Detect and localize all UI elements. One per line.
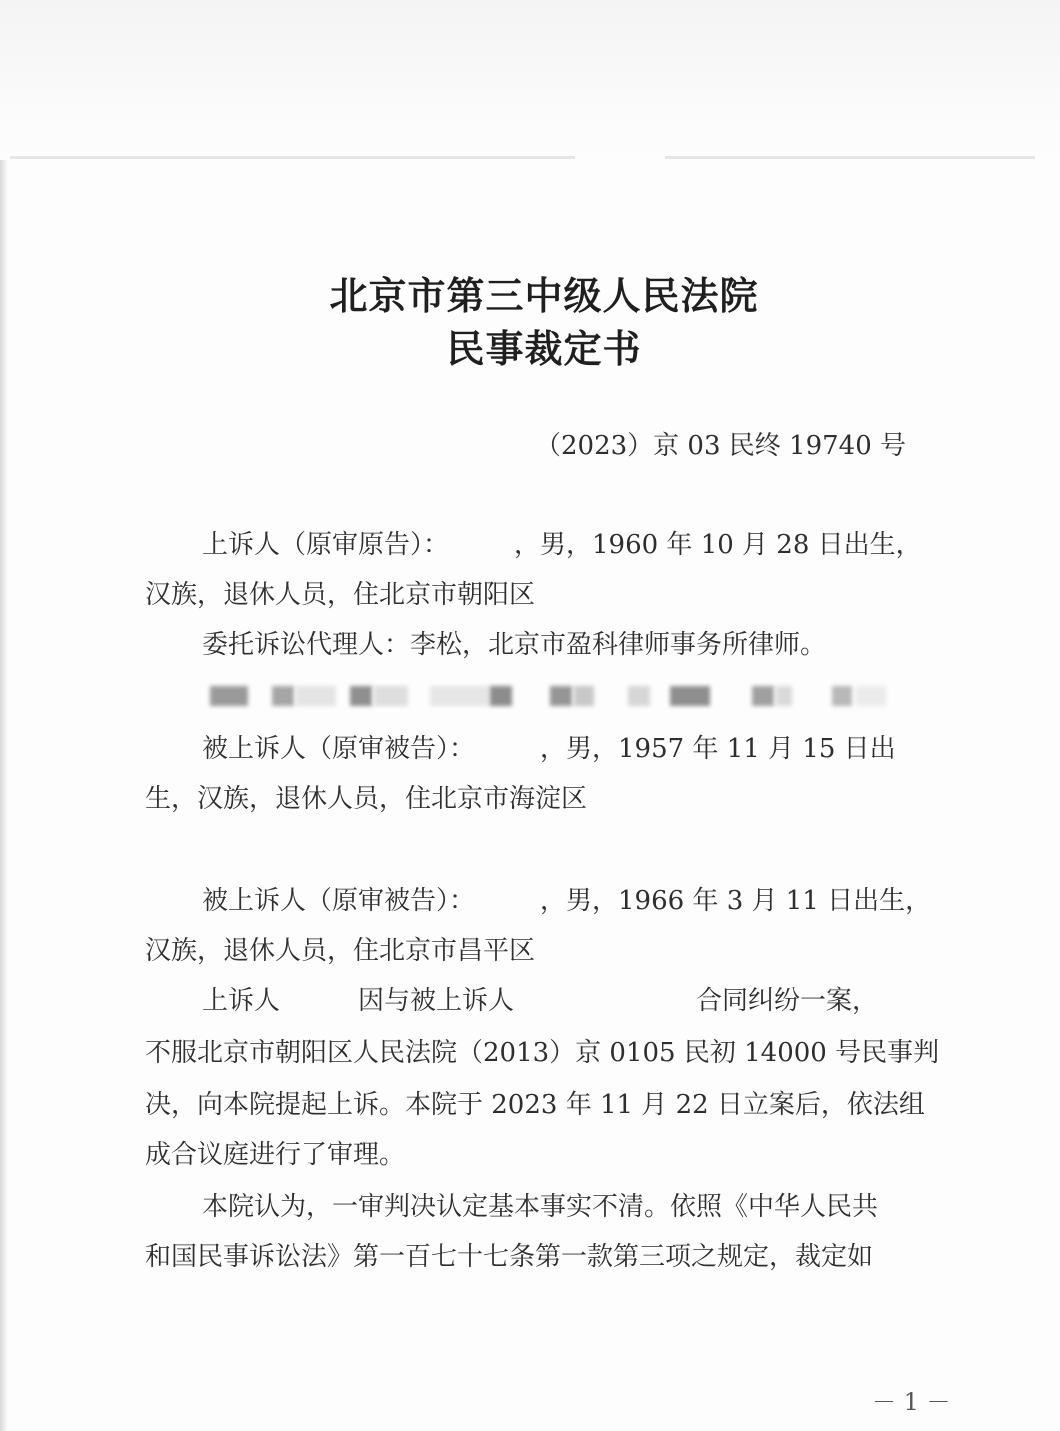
- redaction-block: [670, 686, 710, 706]
- body-line-ruling-2: 和国民事诉讼法》第一百七十七条第一款第三项之规定，裁定如: [145, 1242, 874, 1272]
- redaction-block: [210, 686, 248, 706]
- redaction-block: [752, 686, 774, 706]
- top-scan-band: [0, 0, 1060, 160]
- body-line-appellee2-1: 被上诉人（原审被告）： ，男，1966 年 3 月 11 日出生，: [202, 886, 932, 916]
- fold-line-left: [10, 156, 575, 159]
- page-edge-shadow: [0, 0, 8, 1431]
- redaction-block: [490, 686, 512, 706]
- redaction-block: [296, 686, 336, 706]
- body-line-case-1: 上诉人 因与被上诉人 合同纠纷一案，: [202, 986, 879, 1016]
- redaction-block: [550, 686, 572, 706]
- court-name: 北京市第三中级人民法院: [329, 273, 759, 318]
- body-line-appellee1-2: 生，汉族，退休人员，住北京市海淀区: [145, 784, 588, 814]
- body-line-agent: 委托诉讼代理人：李松，北京市盈科律师事务所律师。: [202, 630, 827, 660]
- redaction-block: [856, 686, 886, 706]
- body-line-appellee1-1: 被上诉人（原审被告）： ，男，1957 年 11 月 15 日出: [202, 734, 896, 764]
- body-line-appellant-2: 汉族，退休人员，住北京市朝阳区: [145, 580, 536, 610]
- page-number: － 1 －: [872, 1388, 951, 1416]
- body-line-appellant-1: 上诉人（原审原告）： ，男，1960 年 10 月 28 日出生，: [202, 530, 922, 560]
- document-type: 民事裁定书: [446, 326, 642, 371]
- redaction-block: [350, 686, 372, 706]
- redaction-block: [832, 686, 852, 706]
- body-line-ruling-1: 本院认为，一审判决认定基本事实不清。依照《中华人民共: [202, 1192, 879, 1222]
- redaction-block: [628, 686, 650, 706]
- redaction-block: [776, 686, 792, 706]
- redaction-block: [430, 686, 490, 706]
- case-number: （2023）京 03 民终 19740 号: [535, 431, 907, 461]
- body-line-appellee2-2: 汉族，退休人员，住北京市昌平区: [145, 936, 536, 966]
- redaction-block: [272, 686, 294, 706]
- body-line-case-4: 成合议庭进行了审理。: [145, 1140, 406, 1170]
- body-line-case-2: 不服北京市朝阳区人民法院（2013）京 0105 民初 14000 号民事判: [145, 1038, 940, 1068]
- redaction-block: [574, 686, 594, 706]
- fold-line-right: [665, 156, 1035, 159]
- body-line-case-3: 决，向本院提起上诉。本院于 2023 年 11 月 22 日立案后，依法组: [145, 1090, 925, 1120]
- redaction-block: [374, 686, 408, 706]
